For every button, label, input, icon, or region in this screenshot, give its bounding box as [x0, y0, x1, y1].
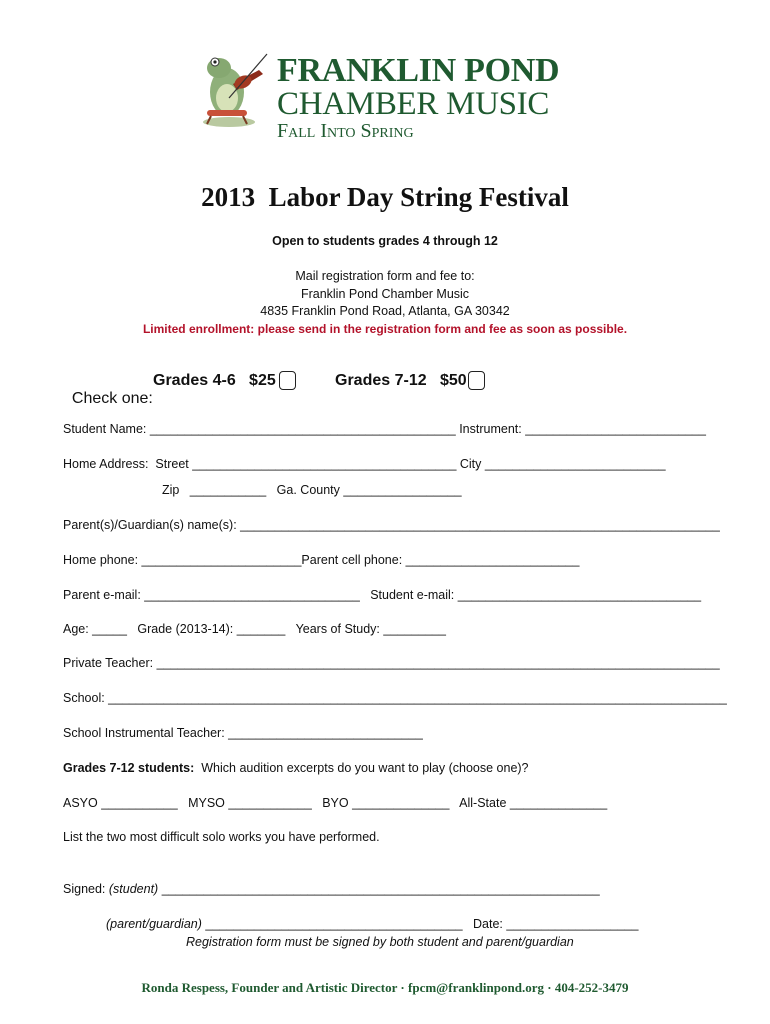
footer-contact: Ronda Respess, Founder and Artistic Director · fpcm@franklinpond.org · 404-252-3479 [141, 980, 629, 995]
page-title: 2013 Labor Day String Festival [201, 182, 569, 212]
parents-name-field[interactable]: Parent(s)/Guardian(s) name(s): _____________________________________________________________________ [63, 518, 720, 532]
grades-4-6-checkbox[interactable] [279, 371, 296, 390]
student-signature-field[interactable] [63, 882, 600, 896]
grades-7-12-checkbox[interactable] [468, 371, 485, 390]
frog-violinist-icon [193, 48, 271, 128]
phone-field[interactable]: Home phone: _______________________Parent cell phone: _________________________ [63, 553, 580, 567]
private-teacher-field[interactable]: Private Teacher: _________________________________________________________________________________ [63, 656, 720, 670]
parent-label: (parent/guardian) [106, 917, 202, 931]
brand-tagline: Fall Into Spring [277, 120, 414, 142]
age-grade-field[interactable]: Age: _____ Grade (2013-14): _______ Years of Study: _________ [63, 622, 446, 636]
audition-bold-label: Grades 7-12 students: [63, 761, 195, 775]
signed-label: Signed: [63, 882, 109, 896]
audition-question [63, 761, 529, 775]
email-field[interactable]: Parent e-mail: _______________________________ Student e-mail: ___________________________________ [63, 588, 702, 602]
zip-county-field[interactable]: Zip ___________ Ga. County _________________ [162, 483, 462, 497]
brand-line-1: FRANKLIN POND [277, 52, 560, 89]
student-signature-line: _______________________________________________________________ [158, 882, 600, 896]
solo-works-prompt: List the two most difficult solo works you have performed. [63, 830, 380, 844]
grades-7-12-label: Grades 7-12 $50 [335, 372, 467, 389]
parent-signature-field[interactable] [106, 917, 638, 931]
student-name-field[interactable]: Student Name: ____________________________________________ Instrument: __________________________ [63, 422, 706, 436]
audition-question-text: Which audition excerpts do you want to play (choose one)? [194, 761, 529, 775]
mail-line-2: Franklin Pond Chamber Music [300, 287, 470, 301]
signature-note: Registration form must be signed by both student and parent/guardian [186, 935, 574, 949]
grades-4-6-label: Grades 4-6 $25 [153, 372, 276, 389]
mail-line-1: Mail registration form and fee to: [295, 269, 475, 283]
home-address-field[interactable]: Home Address: Street ______________________________________ City __________________________ [63, 457, 666, 471]
brand-line-2: CHAMBER MUSIC [277, 86, 550, 122]
subtitle: Open to students grades 4 through 12 [272, 234, 498, 248]
student-label: (student) [108, 882, 159, 896]
audition-options-field[interactable]: ASYO ___________ MYSO ____________ BYO ______________ All-State ______________ [63, 796, 608, 810]
check-one-label: Check one: [71, 390, 153, 407]
mail-line-3: 4835 Franklin Pond Road, Atlanta, GA 30342 [260, 304, 510, 318]
parent-signature-line: _____________________________________ Date: ___________________ [201, 917, 639, 931]
enrollment-warning: Limited enrollment: please send in the registration form and fee as soon as possible. [142, 322, 628, 336]
school-field[interactable]: School: _________________________________________________________________________________________ [63, 691, 727, 705]
school-teacher-field[interactable]: School Instrumental Teacher: ____________________________ [63, 726, 423, 740]
